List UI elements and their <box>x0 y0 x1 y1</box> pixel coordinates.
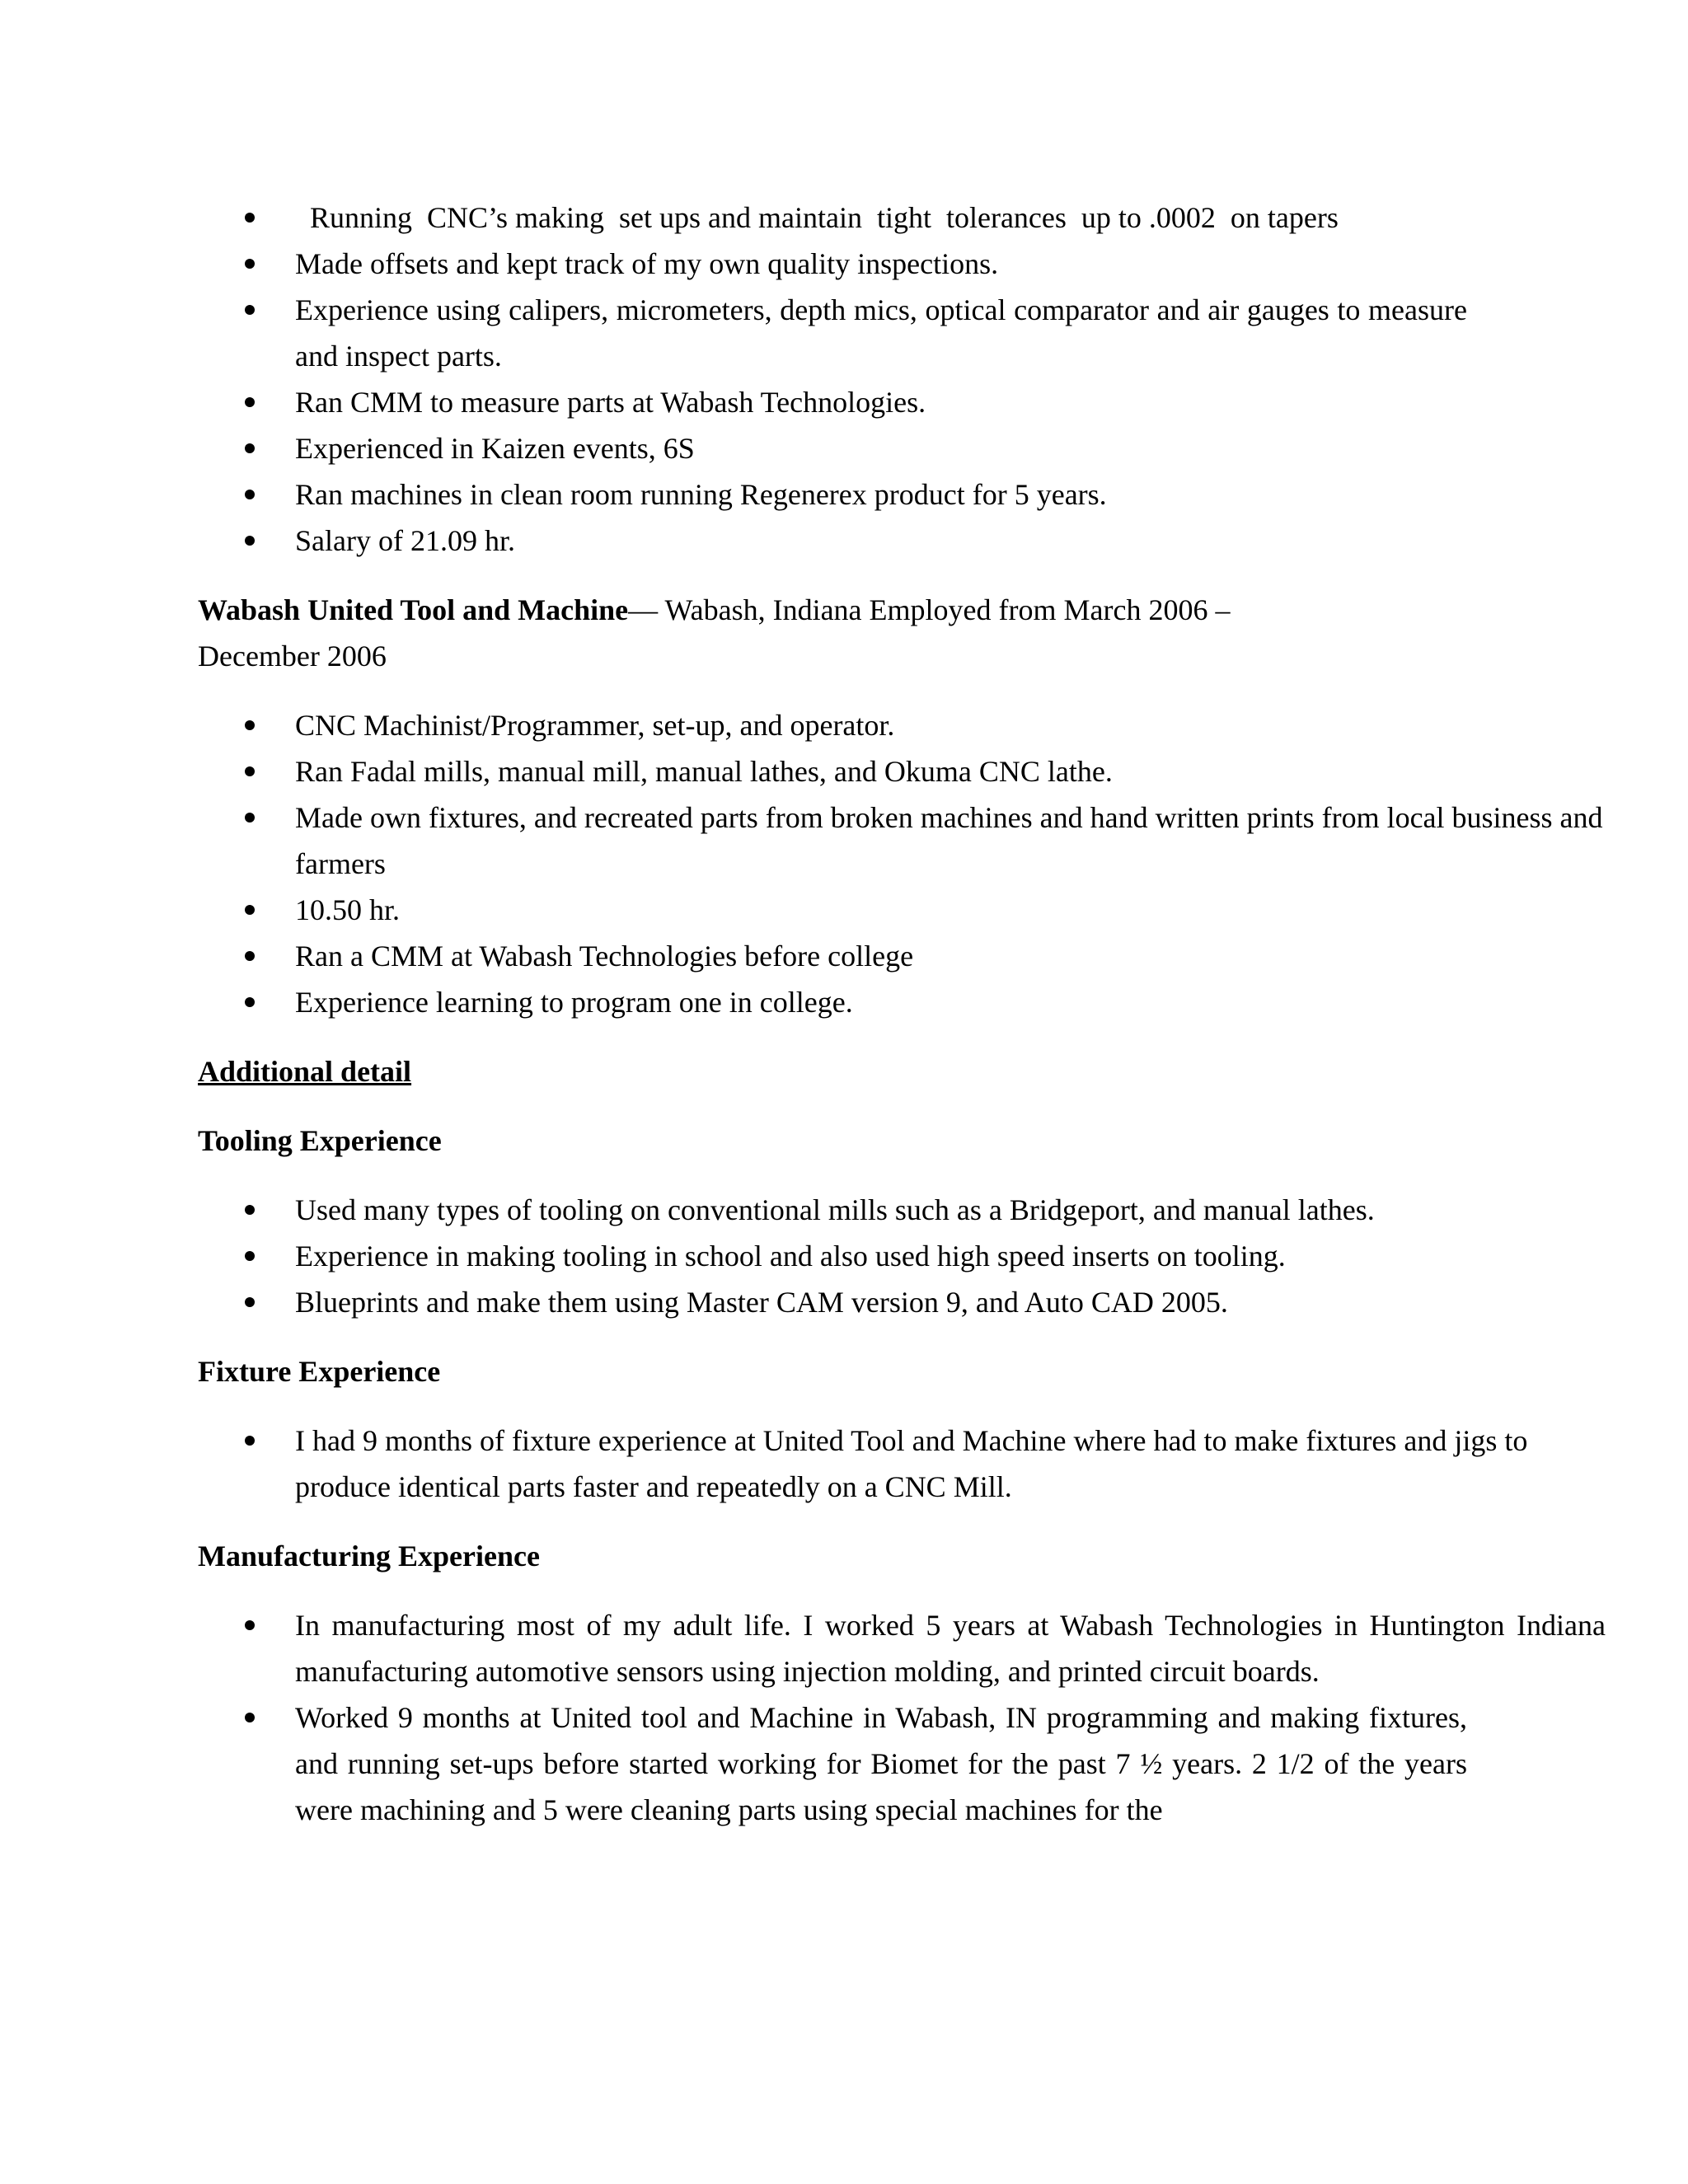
bullet-icon <box>245 1205 255 1215</box>
employer-heading <box>198 587 1467 679</box>
list-item <box>198 1187 1606 1233</box>
bullet-icon <box>245 905 255 915</box>
list-item <box>198 379 1467 425</box>
list-item <box>198 518 1467 564</box>
bullet-icon <box>245 1251 255 1261</box>
subsection-title-tooling: Tooling Experience <box>198 1124 442 1157</box>
bullet-text: Ran a CMM at Wabash Technologies before college <box>295 940 914 972</box>
employer-name: Wabash United Tool and Machine <box>198 593 629 626</box>
bullet-icon <box>245 259 255 269</box>
bullet-icon <box>245 1436 255 1446</box>
job2-bullet-list <box>198 702 1603 1025</box>
list-item <box>198 1418 1614 1510</box>
bullet-text: Made own fixtures, and recreated parts from broken machines and hand written prints from local business and farmers <box>295 801 1603 880</box>
bullet-icon <box>245 1297 255 1307</box>
bullet-text: Experience learning to program one in college. <box>295 986 853 1019</box>
bullet-text: Experience using calipers, micrometers, depth mics, optical comparator and air gauges to measure and inspect parts. <box>295 293 1467 373</box>
bullet-icon <box>245 305 255 315</box>
list-item <box>198 933 1467 979</box>
subsection-title-fixture: Fixture Experience <box>198 1355 441 1388</box>
list-item <box>198 287 1467 379</box>
bullet-icon <box>245 213 255 223</box>
bullet-icon <box>245 951 255 961</box>
job1-bullet-list <box>198 194 1467 564</box>
list-item <box>198 241 1467 287</box>
manufacturing-bullet-list <box>198 1602 1606 1833</box>
list-item <box>198 471 1467 518</box>
bullet-icon <box>245 536 255 546</box>
bullet-icon <box>245 720 255 730</box>
bullet-text: I had 9 months of fixture experience at United Tool and Machine where had to make fixtures and jigs to produce identical parts faster and repeatedly on a CNC Mill. <box>295 1424 1528 1503</box>
list-item <box>198 887 1467 933</box>
fixture-bullet-list <box>198 1418 1528 1510</box>
list-item <box>198 1694 1467 1833</box>
list-item <box>198 194 1467 241</box>
bullet-icon <box>245 997 255 1007</box>
bullet-icon <box>245 397 255 407</box>
bullet-text: Used many types of tooling on conventional mills such as a Bridgeport, and manual lathes. <box>295 1193 1375 1226</box>
bullet-text: Ran Fadal mills, manual mill, manual lathes, and Okuma CNC lathe. <box>295 755 1113 788</box>
tooling-bullet-list <box>198 1187 1467 1325</box>
bullet-text: Ran machines in clean room running Regenerex product for 5 years. <box>295 478 1107 511</box>
list-item <box>198 1602 1606 1694</box>
employer-details: — Wabash, Indiana Employed from March 2006 – <box>628 593 1231 626</box>
list-item <box>198 748 1467 794</box>
list-item <box>198 425 1467 471</box>
bullet-text: Salary of 21.09 hr. <box>295 524 515 557</box>
list-item <box>198 1233 1467 1279</box>
bullet-text: Ran CMM to measure parts at Wabash Technologies. <box>295 386 926 419</box>
list-item <box>198 979 1467 1025</box>
bullet-icon <box>245 443 255 453</box>
bullet-icon <box>245 1713 255 1722</box>
bullet-icon <box>245 766 255 776</box>
bullet-icon <box>245 490 255 499</box>
employer-dates: December 2006 <box>198 640 387 673</box>
bullet-text: Experienced in Kaizen events, 6S <box>295 432 695 465</box>
list-item <box>198 1279 1467 1325</box>
bullet-text: Made offsets and kept track of my own quality inspections. <box>295 247 999 280</box>
bullet-icon <box>245 1620 255 1630</box>
subsection-title-manufacturing: Manufacturing Experience <box>198 1540 540 1572</box>
bullet-text: 10.50 hr. <box>295 893 401 926</box>
bullet-icon <box>245 813 255 823</box>
bullet-text: CNC Machinist/Programmer, set-up, and operator. <box>295 709 895 742</box>
bullet-text: Blueprints and make them using Master CAM version 9, and Auto CAD 2005. <box>295 1286 1228 1319</box>
list-item <box>198 702 1467 748</box>
bullet-text: In manufacturing most of my adult life. I worked 5 years at Wabash Technologies in Huntington Indiana manufacturing automotive sensors using injection molding, and printed circuit boards. <box>295 1609 1606 1688</box>
list-item <box>198 794 1614 887</box>
bullet-text: Running CNC’s making set ups and maintain tight tolerances up to .0002 on tapers <box>295 201 1339 234</box>
bullet-text: Worked 9 months at United tool and Machine in Wabash, IN programming and making fixtures, and running set-ups before started working for Biomet for the past 7 ½ years. 2 1/2 of the years were machining and 5 were cleaning parts using special machines for the <box>295 1701 1467 1826</box>
bullet-text: Experience in making tooling in school and also used high speed inserts on tooling. <box>295 1240 1286 1272</box>
resume-content <box>198 194 1606 1833</box>
section-title-additional: Additional detail <box>198 1055 412 1088</box>
